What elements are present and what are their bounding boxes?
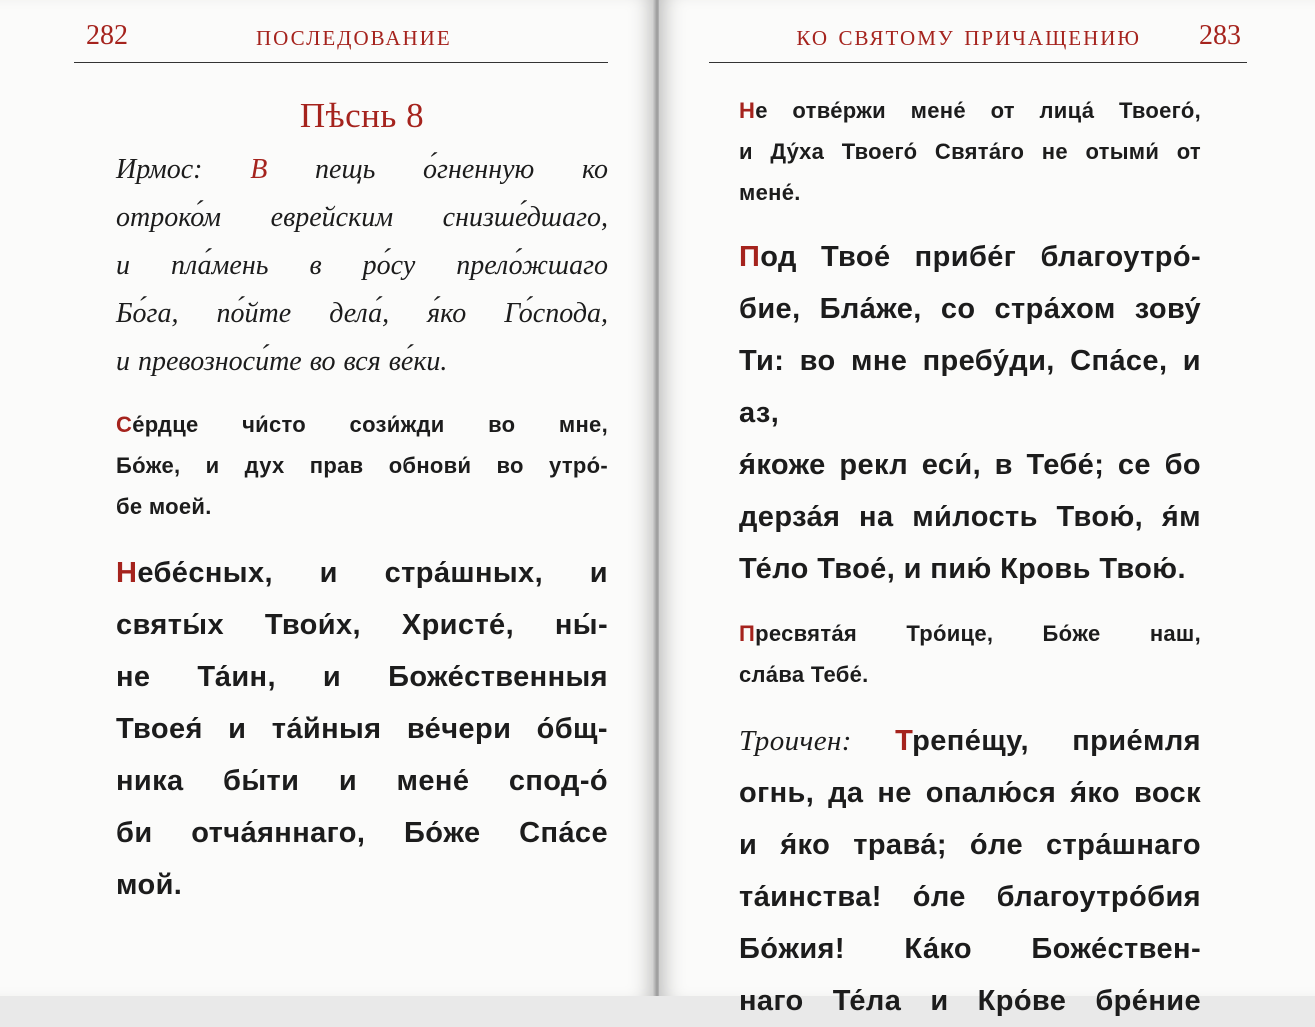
left-page-header: [74, 16, 608, 56]
verse-line: и Ду́ха Твоего́ Свята́го не отыми́ от: [739, 139, 1201, 164]
troparion-line: дерза́я на ми́лость Твою́, я́м: [739, 501, 1201, 533]
troparion-line: Под Твое́ прибе́г благоутро́-: [739, 241, 1201, 273]
verse-line: Пресвята́я Тро́ице, Бо́же наш,: [739, 621, 1201, 646]
irmos-paragraph: [116, 146, 608, 386]
verse-line: Бо́же, и дух прав обнови́ во утро́-: [116, 453, 608, 478]
troparion-line: мой.: [116, 869, 183, 901]
theotokion-line: Бо́жия! Ка́ко Боже́ствен-: [739, 933, 1201, 965]
troparion-paragraph: [116, 547, 608, 911]
theotokion-line: та́инства! о́ле благоутро́бия: [739, 881, 1201, 913]
troparion-line: ника бы́ти и мене́ спод-о́: [116, 765, 608, 797]
right-page: [659, 0, 1315, 1017]
theotokion-line: наго Те́ла и Кро́ве бре́ние: [739, 985, 1201, 1017]
drop-initial: Н: [116, 557, 138, 589]
header-rule: [74, 62, 608, 63]
troparion-line: би отча́яннаго, Бо́же Спа́се: [116, 817, 608, 849]
theotokion-line: и я́ко трава́; о́ле стра́шнаго: [739, 829, 1201, 861]
troparion-line: Те́ло Твое́, и пию́ Кровь Твою́.: [739, 553, 1186, 585]
page-number: 282: [86, 20, 128, 51]
left-page: [0, 0, 655, 996]
doxology-verse: [739, 613, 1201, 695]
verse-line: сла́ва Тебе́.: [739, 662, 869, 687]
drop-initial: В: [250, 154, 268, 185]
left-text-column: [116, 90, 608, 911]
troparion-paragraph: [739, 231, 1201, 595]
troparion-line: я́коже рекл еси́, в Тебе́; се бо: [739, 449, 1201, 481]
psalm-verse: [116, 404, 608, 527]
theotokion-line: огнь, да не опалю́ся я́ко воск: [739, 777, 1201, 809]
troparion-line: не Та́ин, и Боже́ственныя: [116, 661, 608, 693]
irmos-line: отроко́м еврейским снизше́дшаго,: [116, 202, 608, 233]
drop-initial: Н: [739, 98, 756, 123]
theotokion-paragraph: [739, 715, 1201, 1027]
drop-initial: П: [739, 621, 756, 646]
verse-line: Се́рдце чи́сто сози́жди во мне,: [116, 412, 608, 437]
header-rule: [709, 62, 1247, 63]
psalm-verse: [739, 90, 1201, 213]
irmos-line: и пла́мень в ро́су прело́жшаго: [116, 250, 608, 281]
irmos-line: и превозноси́те во вся ве́ки.: [116, 346, 448, 377]
troparion-line: Небе́сных, и стра́шных, и: [116, 557, 608, 589]
troparion-line: бие, Бла́же, со стра́хом зову́: [739, 293, 1201, 325]
drop-initial: Т: [895, 725, 913, 757]
troparion-line: Твоея́ и та́йныя ве́чери о́бщ-: [116, 713, 608, 745]
verse-line: мене́.: [739, 180, 801, 205]
right-page-header: [709, 16, 1241, 56]
page-number: 283: [1199, 20, 1241, 51]
running-head: ко святому причащению: [796, 19, 1141, 52]
running-head: последование: [256, 19, 452, 52]
theotokion-label: Троичен:: [739, 725, 852, 757]
troparion-line: святы́х Твои́х, Христе́, ны́-: [116, 609, 608, 641]
right-text-column: [739, 90, 1201, 1027]
troparion-line: Ти: во мне пребу́ди, Спа́се, и аз,: [739, 345, 1201, 429]
drop-initial: С: [116, 412, 133, 437]
drop-initial: П: [739, 241, 761, 273]
irmos-label: Ирмос:: [116, 154, 203, 185]
verse-line: Не отве́ржи мене́ от лица́ Твоего́,: [739, 98, 1201, 123]
irmos-line: Бо́га, по́йте дела́, я́ко Го́спода,: [116, 298, 608, 329]
theotokion-line: Троичен: Трепе́щу, прие́мля: [739, 725, 1201, 757]
irmos-line: Ирмос: В пещь о́гненную ко: [116, 154, 609, 185]
verse-line: бе моей.: [116, 494, 212, 519]
ode-title: Пѣснь 8: [299, 96, 425, 135]
